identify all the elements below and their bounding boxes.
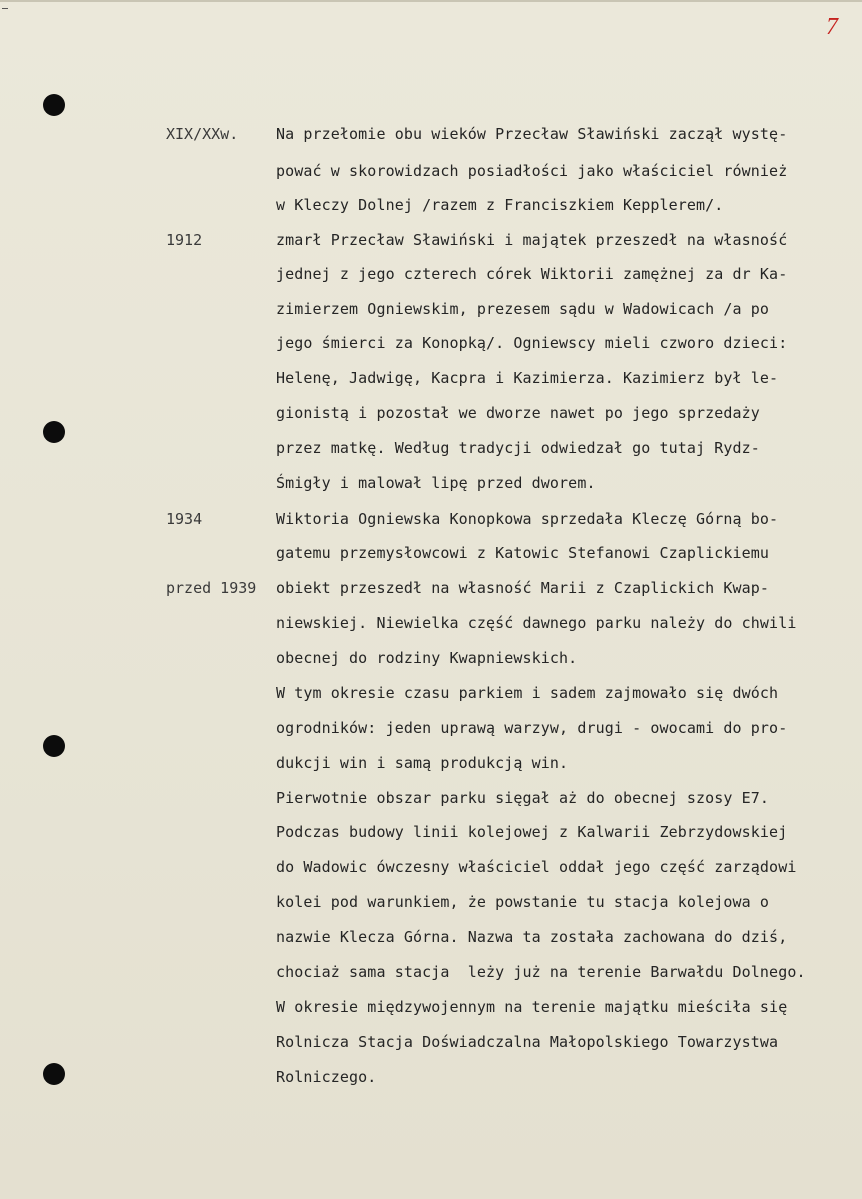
text-line: Pierwotnie obszar parku sięgał aż do obecnej szosy E7. [276,789,770,807]
text-line: do Wadowic ówczesny właściciel oddał jego część zarządowi [276,858,797,876]
text-line: chociaż sama stacja leży już na terenie Barwałdu Dolnego. [276,963,806,981]
punch-hole-icon [43,735,65,757]
text-line: jego śmierci za Konopką/. Ogniewscy mieli czworo dzieci: [276,334,788,352]
date-label: przed 1939 [166,579,257,597]
text-line: zmarł Przecław Sławiński i majątek przeszedł na własność [276,231,788,249]
text-line: obecnej do rodziny Kwapniewskich. [276,649,578,667]
punch-hole-icon [43,421,65,443]
text-line: W okresie międzywojennym na terenie majątku mieściła się [276,998,788,1016]
text-line: Rolnicza Stacja Doświadczalna Małopolskiego Towarzystwa [276,1033,779,1051]
corner-mark [2,8,8,9]
text-line: Na przełomie obu wieków Przecław Sławiński zaczął wystę- [276,125,788,143]
text-line: W tym okresie czasu parkiem i sadem zajmowało się dwóch [276,684,779,702]
date-label: XIX/XXw. [166,125,239,143]
text-line: zimierzem Ogniewskim, prezesem sądu w Wadowicach /a po [276,300,770,318]
page-number: 7 [826,14,838,40]
text-line: dukcji win i samą produkcją win. [276,754,569,772]
text-line: gatemu przemysłowcowi z Katowic Stefanowi Czaplickiemu [276,544,770,562]
text-line: w Kleczy Dolnej /razem z Franciszkiem Kepplerem/. [276,196,724,214]
date-label: 1912 [166,231,203,249]
text-line: gionistą i pozostał we dworze nawet po jego sprzedaży [276,404,760,422]
text-line: Rolniczego. [276,1068,377,1086]
text-line: jednej z jego czterech córek Wiktorii zamężnej za dr Ka- [276,265,788,283]
text-line: kolei pod warunkiem, że powstanie tu stacja kolejowa o [276,893,770,911]
text-line: ogrodników: jeden uprawą warzyw, drugi - owocami do pro- [276,719,788,737]
punch-hole-icon [43,1063,65,1085]
text-line: Wiktoria Ogniewska Konopkowa sprzedała Kleczę Górną bo- [276,510,779,528]
text-line: nazwie Klecza Górna. Nazwa ta została zachowana do dziś, [276,928,788,946]
text-line: Helenę, Jadwigę, Kacpra i Kazimierza. Kazimierz był le- [276,369,779,387]
text-line: przez matkę. Według tradycji odwiedzał go tutaj Rydz- [276,439,760,457]
text-line: Podczas budowy linii kolejowej z Kalwarii Zebrzydowskiej [276,823,788,841]
text-line: Śmigły i malował lipę przed dworem. [276,474,596,492]
text-line: pować w skorowidzach posiadłości jako właściciel również [276,162,788,180]
text-line: obiekt przeszedł na własność Marii z Czaplickich Kwap- [276,579,770,597]
page-top-edge [0,0,862,2]
date-label: 1934 [166,510,203,528]
punch-hole-icon [43,94,65,116]
text-line: niewskiej. Niewielka część dawnego parku należy do chwili [276,614,797,632]
